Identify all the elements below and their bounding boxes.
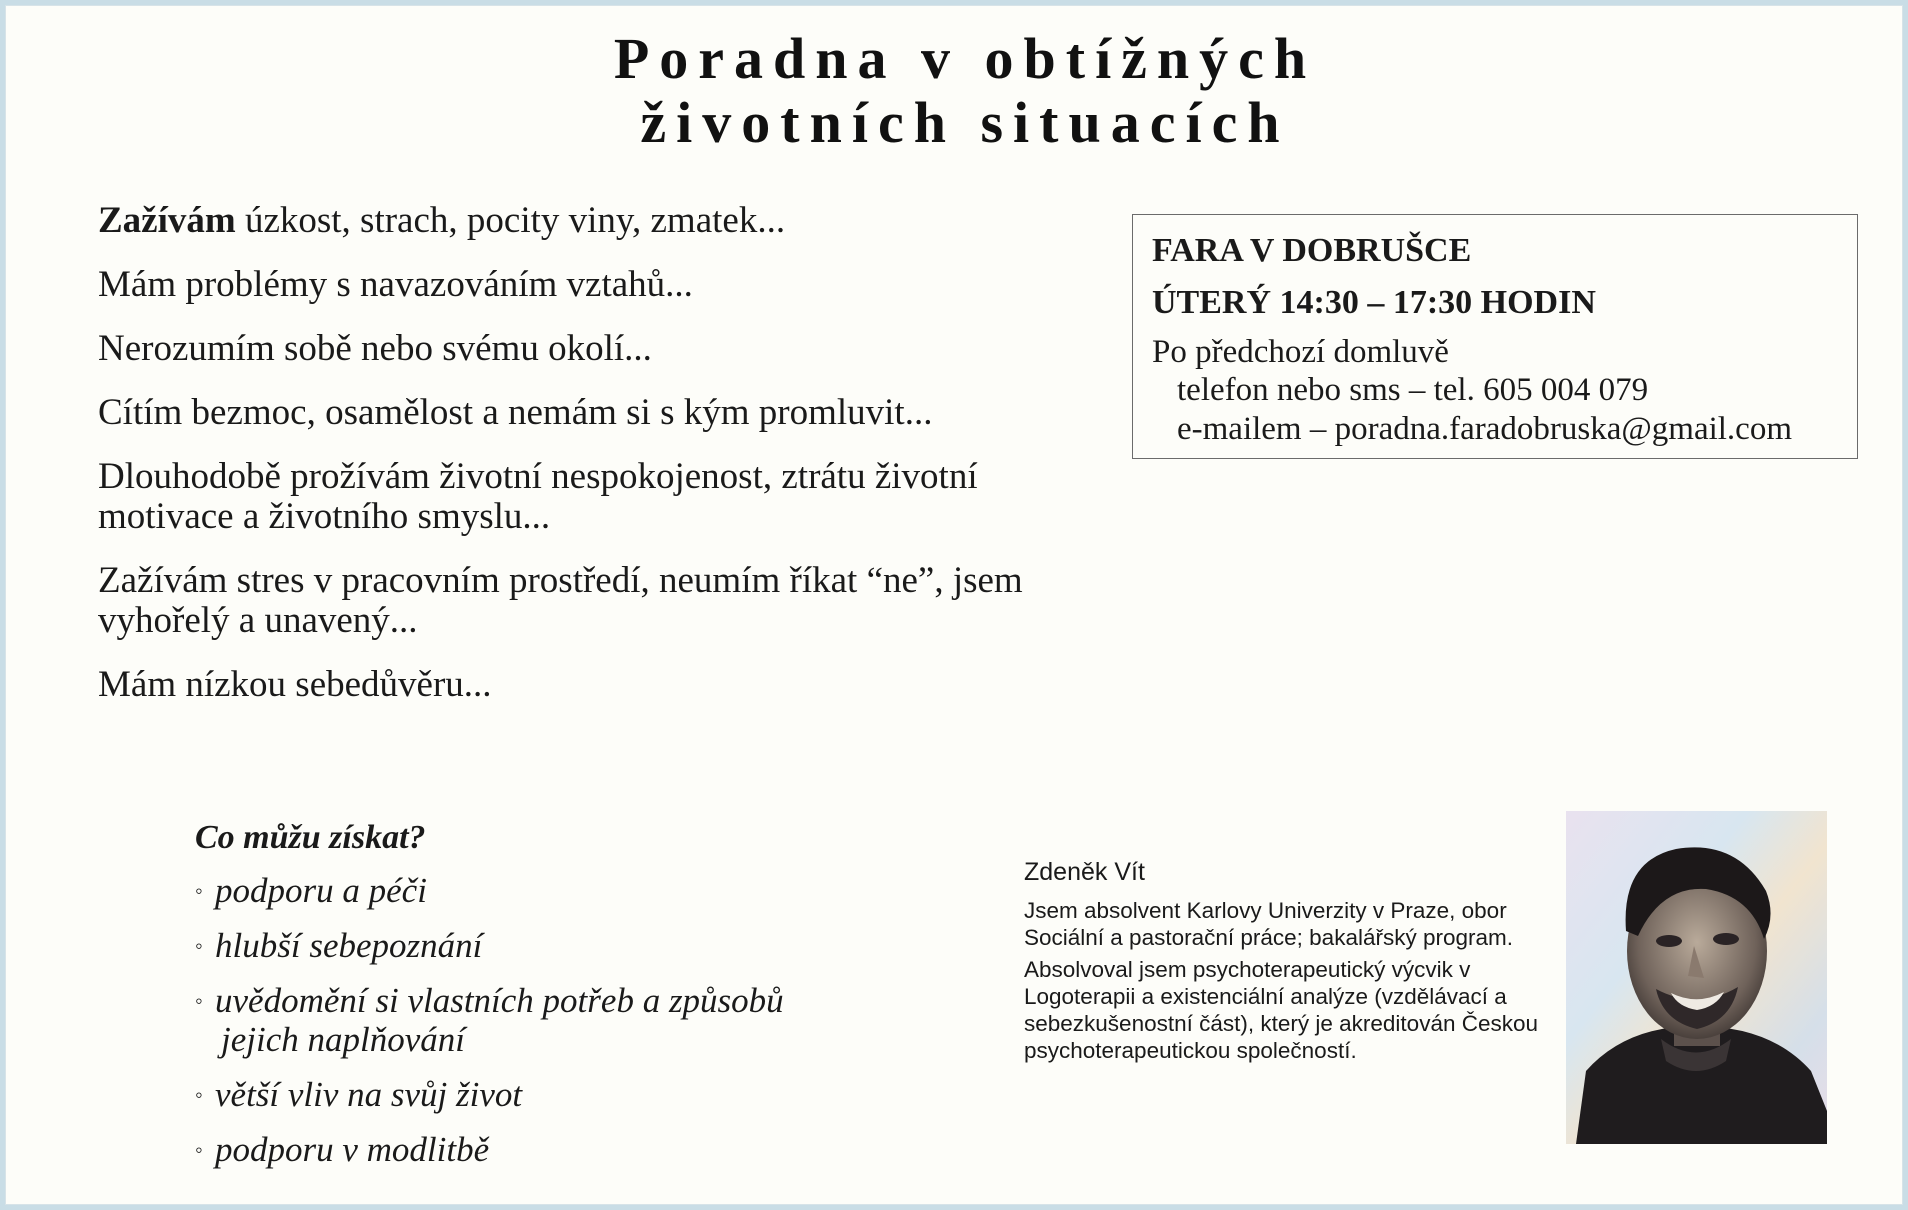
- counselor-photo: [1566, 811, 1827, 1144]
- concern-item: [98, 265, 1118, 305]
- benefits-heading: Co můžu získat?: [195, 819, 426, 856]
- concern-text: Cítím bezmoc, osamělost a nemám si s kým promluvit...: [98, 392, 933, 433]
- benefit-item: [195, 981, 895, 1059]
- concern-text: Mám nízkou sebedůvěru...: [98, 664, 492, 705]
- concern-item: [98, 665, 1118, 705]
- title-line-2: životních situacích: [640, 90, 1290, 155]
- concern-text: úzkost, strach, pocity viny, zmatek...: [235, 200, 786, 241]
- concern-text: Zažívám stres v pracovním prostředí, neumím říkat “ne”, jsem vyhořelý a unavený...: [98, 560, 1023, 641]
- bullet-icon: ◦: [195, 1082, 203, 1107]
- contact-place: FARA V DOBRUŠCE: [1152, 232, 1472, 269]
- contact-phone: telefon nebo sms – tel. 605 004 079: [1177, 372, 1649, 408]
- bullet-icon: ◦: [195, 988, 203, 1013]
- contact-box: [1132, 214, 1858, 459]
- flyer-sheet: [5, 5, 1903, 1205]
- benefit-text: podporu a péči: [215, 871, 427, 910]
- benefit-text: hlubší sebepoznání: [215, 926, 483, 965]
- flyer-title: [5, 27, 1908, 155]
- benefits-section: [195, 817, 895, 1185]
- concern-item: [98, 201, 1118, 241]
- contact-email: e-mailem – poradna.faradobruska@gmail.com: [1177, 411, 1792, 447]
- counselor-name: Zdeněk Vít: [1024, 858, 1145, 886]
- concern-item: [98, 457, 1058, 537]
- benefit-text: podporu v modlitbě: [215, 1130, 490, 1169]
- concern-item: [98, 561, 1108, 641]
- benefit-item: [195, 1075, 895, 1114]
- counselor-bio: [1024, 857, 1544, 1069]
- concern-text: Mám problémy s navazováním vztahů...: [98, 264, 693, 305]
- contact-hours: ÚTERÝ 14:30 – 17:30 HODIN: [1152, 284, 1596, 321]
- concern-text: Nerozumím sobě nebo svému okolí...: [98, 328, 652, 369]
- bullet-icon: ◦: [195, 933, 203, 958]
- benefit-text-continued: jejich naplňování: [221, 1020, 465, 1059]
- benefit-text: uvědomění si vlastních potřeb a způsobů: [215, 981, 784, 1020]
- title-line-1: Poradna v obtížných: [613, 26, 1317, 91]
- contact-note: Po předchozí domluvě: [1152, 334, 1449, 370]
- bullet-icon: ◦: [195, 1137, 203, 1162]
- benefit-item: [195, 871, 895, 910]
- benefit-item: [195, 926, 895, 965]
- concern-item: [98, 393, 1118, 433]
- concern-text: Dlouhodobě prožívám životní nespokojenost, ztrátu životní motivace a životního smyslu...: [98, 456, 978, 537]
- bullet-icon: ◦: [195, 878, 203, 903]
- concern-item: [98, 329, 1118, 369]
- benefit-item: [195, 1130, 895, 1169]
- concerns-list: [98, 201, 1118, 729]
- benefit-text: větší vliv na svůj život: [215, 1075, 523, 1114]
- concern-emphasis: Zažívám: [98, 200, 236, 241]
- bio-education: Jsem absolvent Karlovy Univerzity v Praze, obor Sociální a pastorační práce; bakalářský program.: [1024, 898, 1513, 950]
- bio-training: Absolvoval jsem psychoterapeutický výcvik v Logoterapii a existenciální analýze (vzdělávací a sebezkušenostní část), který je akreditován Českou psychoterapeutickou společností.: [1024, 957, 1539, 1063]
